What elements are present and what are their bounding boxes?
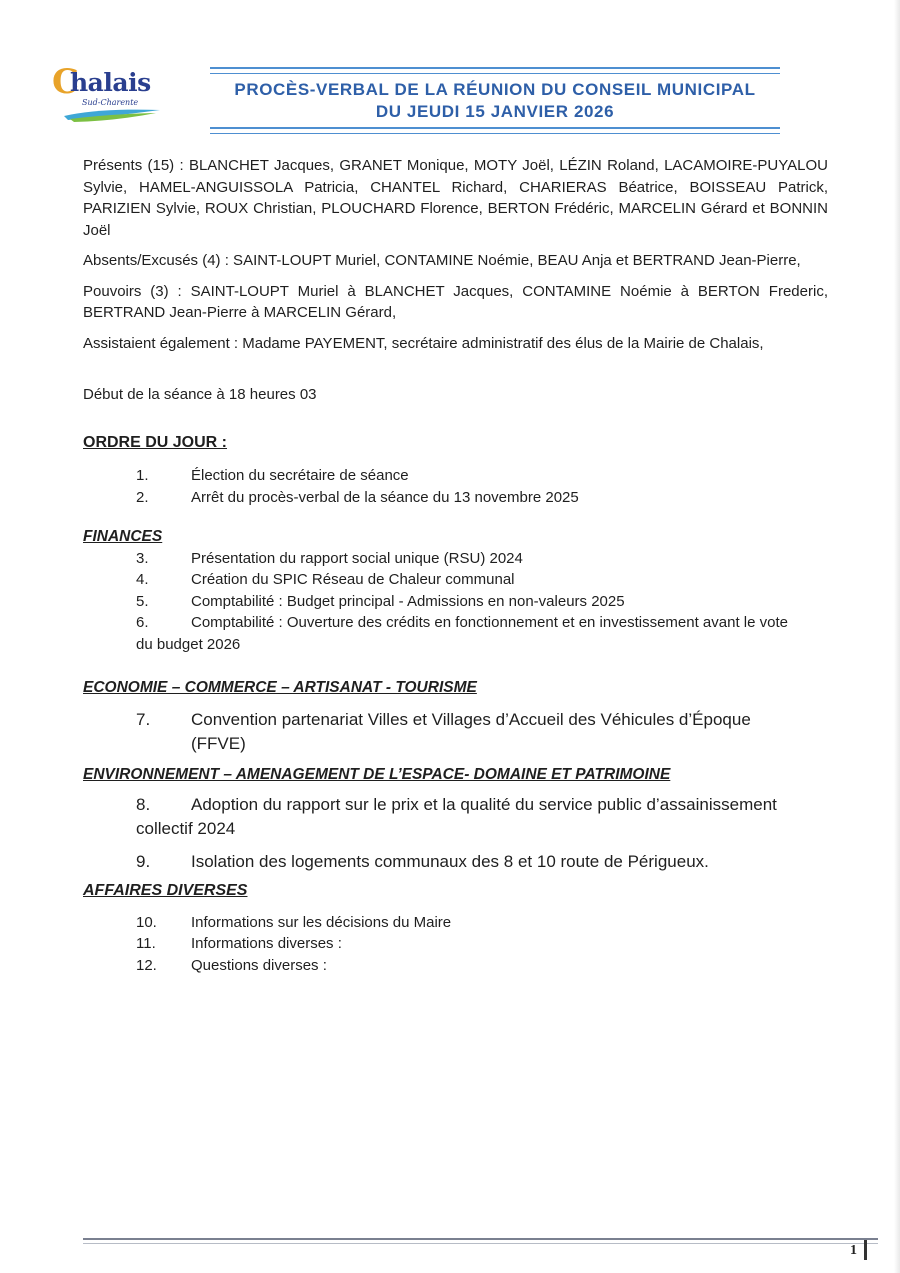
- attendance-absents: Absents/Excusés (4) : SAINT-LOUPT Muriel, CONTAMINE Noémie, BEAU Anja et BERTRAND Jean-Pierre,: [83, 252, 801, 269]
- agenda-item-number: 3.: [136, 549, 149, 567]
- logo-letter: C: [52, 62, 80, 102]
- page-number-bar: [864, 1240, 867, 1260]
- agenda-item-number: 6.: [136, 614, 149, 631]
- agenda-item: [83, 955, 828, 977]
- agenda-item-text: Comptabilité : Ouverture des crédits en fonctionnement et en investissement avant le vote du budget 2026: [136, 614, 788, 653]
- environnement-list: [83, 793, 828, 874]
- agenda-item: [83, 933, 828, 955]
- agenda-item-number: 2.: [136, 488, 149, 506]
- section-title-environnement: ENVIRONNEMENT – AMENAGEMENT DE L’ESPACE- DOMAINE ET PATRIMOINE: [83, 765, 671, 783]
- agenda-item-text: Questions diverses :: [191, 956, 327, 974]
- session-start: Début de la séance à 18 heures 03: [83, 386, 317, 403]
- page-number: 1: [850, 1243, 857, 1258]
- agenda-item: [83, 793, 828, 841]
- section-title-finances: FINANCES: [83, 528, 163, 545]
- attendance-assistaient: Assistaient également : Madame PAYEMENT, secrétaire administratif des élus de la Mairie de Chalais,: [83, 334, 764, 352]
- agenda-item-text: Informations sur les décisions du Maire: [191, 913, 452, 931]
- agenda-item: [83, 569, 828, 591]
- document-body: [83, 155, 828, 976]
- agenda-item: [83, 612, 828, 655]
- finances-list: [83, 548, 828, 656]
- footer-rule: [83, 1238, 878, 1244]
- agenda-item: [83, 487, 828, 509]
- attendance-pouvoirs: Pouvoirs (3) : SAINT-LOUPT Muriel à BLANCHET Jacques, CONTAMINE Noémie à BERTON Frederic, BERTRAND Jean-Pierre à MARCELIN Gérard,: [83, 282, 828, 321]
- agenda-intro-list: [83, 465, 828, 508]
- agenda-item-number: 10.: [136, 913, 157, 931]
- agenda-item-text: Informations diverses :: [191, 935, 342, 952]
- agenda-item: [83, 548, 828, 570]
- agenda-item-text: Convention partenariat Villes et Villages d’Accueil des Véhicules d’Époque (FFVE): [191, 709, 751, 753]
- economie-list: [83, 708, 828, 756]
- agenda-item-text: Isolation des logements communaux des 8 et 10 route de Périgueux.: [191, 852, 709, 871]
- agenda-item-number: 1.: [136, 467, 149, 484]
- header-top-rule: [210, 67, 780, 74]
- agenda-item-text: Création du SPIC Réseau de Chaleur communal: [191, 571, 515, 588]
- affaires-diverses-list: [83, 912, 828, 977]
- agenda-item: [83, 850, 828, 874]
- section-title-affaires-diverses: AFFAIRES DIVERSES: [83, 882, 248, 899]
- title-line-1: PROCÈS-VERBAL DE LA RÉUNION DU CONSEIL MUNICIPAL: [234, 80, 756, 99]
- agenda-item-number: 9.: [136, 852, 151, 871]
- agenda-item-number: 8.: [136, 795, 151, 814]
- agenda-item-number: 12.: [136, 956, 157, 974]
- logo-subtitle: Sud-Charente: [82, 98, 139, 107]
- agenda-item: [83, 912, 828, 934]
- agenda-item-number: 11.: [136, 935, 156, 952]
- agenda-item-text: Adoption du rapport sur le prix et la qualité du service public d’assainissement collectif 2024: [136, 795, 777, 838]
- agenda-item-number: 4.: [136, 571, 149, 588]
- agenda-item: [83, 591, 828, 613]
- agenda-item-number: 7.: [136, 709, 151, 729]
- title-line-2: DU JEUDI 15 JANVIER 2026: [375, 102, 615, 121]
- attendance-presents: Présents (15) : BLANCHET Jacques, GRANET Monique, MOTY Joël, LÉZIN Roland, LACAMOIRE-PUYALOU Sylvie, HAMEL-ANGUISSOLA Patricia, CHANTEL Richard, CHARIERAS Béatrice, BOISSEAU Patrick, PARIZIEN Sylvie, ROUX Christian, PLOUCHARD Florence, BERTON Frédéric, MARCELIN Gérard et BONNIN Joël: [83, 157, 828, 239]
- agenda-heading: ORDRE DU JOUR :: [83, 433, 228, 451]
- agenda-item-number: 5.: [136, 592, 149, 610]
- agenda-item-text: Présentation du rapport social unique (RSU) 2024: [191, 549, 523, 567]
- agenda-item: [83, 465, 828, 487]
- agenda-item-text: Comptabilité : Budget principal - Admissions en non-valeurs 2025: [191, 592, 625, 610]
- logo-swoosh-icon: [60, 104, 165, 124]
- document-header: [210, 67, 780, 134]
- header-bottom-rule: [210, 127, 780, 134]
- agenda-item: [83, 708, 828, 756]
- agenda-item-text: Élection du secrétaire de séance: [191, 467, 409, 484]
- section-title-economie: ECONOMIE – COMMERCE – ARTISANAT - TOURISME: [83, 679, 477, 696]
- chalais-logo: [50, 64, 165, 124]
- agenda-item-text: Arrêt du procès-verbal de la séance du 13 novembre 2025: [191, 488, 579, 506]
- logo-wordmark: halais: [70, 68, 151, 97]
- page-edge: [894, 0, 900, 1273]
- document-title: [210, 74, 780, 127]
